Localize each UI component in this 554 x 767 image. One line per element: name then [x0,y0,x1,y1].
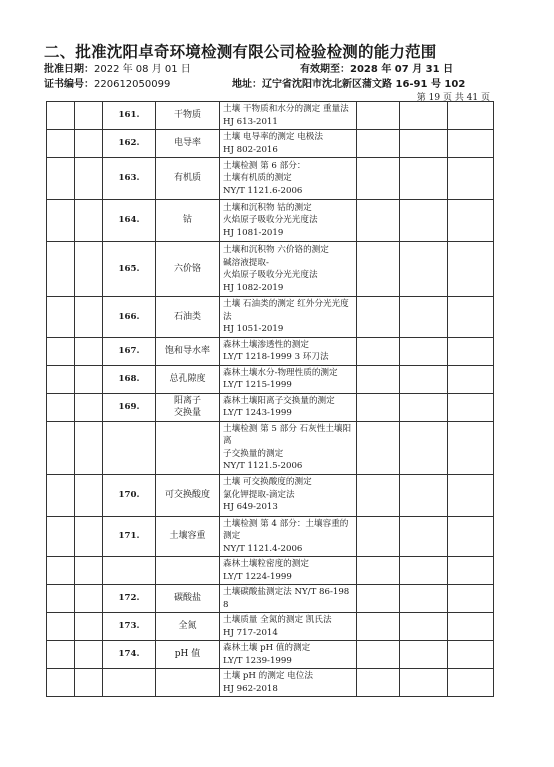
method-line: 火焰原子吸收分光光度法 [223,215,318,226]
item-number: 174. [103,641,156,669]
empty-cell [357,393,400,421]
empty-cell [448,613,494,641]
parameter-name: 电导率 [156,130,220,158]
cert-label: 证书编号： [44,79,94,90]
empty-cell [400,516,448,557]
empty-cell [47,130,75,158]
empty-cell [448,158,494,200]
item-number: 170. [103,474,156,516]
address-value: 辽宁省沈阳市沈北新区蒲文路 16-91 号 102 [262,79,466,90]
parameter-name: 干物质 [156,102,220,130]
method-line: HJ 802-2016 [223,144,278,155]
method-standard [220,557,357,585]
method-line: 土壤检测 第 6 部分： [223,160,306,171]
page-title: 二、批准沈阳卓奇环境检测有限公司检验检测的能力范围 [44,43,437,61]
empty-cell [75,158,103,200]
table-row [47,297,494,338]
empty-cell [75,297,103,338]
empty-cell [47,337,75,365]
address-label: 地址： [232,79,262,90]
method-line: 森林土壤 pH 值的测定 [223,643,311,653]
parameter-name: 土壤容重 [156,516,220,557]
method-line: HJ 613-2011 [223,116,278,127]
table-row [47,516,494,557]
method-line: 子交换量的测定 [223,448,284,459]
parameter-name-line: 交换量 [173,408,201,418]
method-line: 土壤质量 全氮的测定 凯氏法 [223,615,332,625]
parameter-name: 可交换酸度 [156,474,220,516]
empty-cell [400,585,448,613]
method-standard [220,365,357,393]
table-row [47,130,494,158]
method-line: 碱溶液提取- [223,257,269,268]
empty-cell [75,102,103,130]
empty-cell [400,102,448,130]
approval-date-value: 2022 年 08 月 01 日 [94,64,191,75]
method-line: HJ 962-2018 [223,683,278,694]
item-number: 168. [103,365,156,393]
method-standard [220,200,357,242]
empty-cell [357,158,400,200]
method-standard [220,130,357,158]
empty-cell [47,474,75,516]
table-row [47,200,494,242]
cert-value: 220612050099 [94,79,171,90]
empty-cell [448,474,494,516]
parameter-name: pH 值 [156,641,220,669]
method-line: HJ 717-2014 [223,627,278,638]
empty-cell [47,641,75,669]
empty-cell [448,641,494,669]
page-number: 第 19 页 共 41 页 [416,93,490,103]
empty-cell [357,102,400,130]
method-standard [220,102,357,130]
empty-cell [357,365,400,393]
method-standard [220,585,357,613]
empty-cell [75,557,103,585]
empty-cell [75,393,103,421]
parameter-name [156,421,220,474]
method-line: LY/T 1243-1999 [223,408,292,418]
empty-cell [75,365,103,393]
empty-cell [448,669,494,697]
item-number: 161. [103,102,156,130]
item-number: 167. [103,337,156,365]
empty-cell [75,669,103,697]
method-line: 土壤和沉积物 六价铬的测定 [223,245,329,255]
method-line: NY/T 1121.6-2006 [223,185,303,196]
empty-cell [448,557,494,585]
item-number: 164. [103,200,156,242]
table-row [47,641,494,669]
method-standard [220,613,357,641]
item-number: 172. [103,585,156,613]
empty-cell [400,130,448,158]
empty-cell [75,613,103,641]
method-line: 森林土壤粒密度的测定 [223,559,309,569]
empty-cell [47,365,75,393]
method-standard [220,393,357,421]
capability-table [46,101,494,697]
table-row [47,557,494,585]
empty-cell [75,421,103,474]
parameter-name: 碳酸盐 [156,585,220,613]
method-line: HJ 1081-2019 [223,227,284,238]
empty-cell [357,613,400,641]
method-standard [220,641,357,669]
table-row [47,585,494,613]
empty-cell [75,242,103,297]
method-line: 森林土壤水分-物理性质的测定 [223,367,338,378]
item-number: 162. [103,130,156,158]
empty-cell [75,585,103,613]
method-standard [220,669,357,697]
empty-cell [47,200,75,242]
empty-cell [75,130,103,158]
method-line: NY/T 1121.5-2006 [223,461,303,471]
method-line: 土壤和沉积物 钴的测定 [223,202,312,213]
method-line: LY/T 1215-1999 [223,380,292,390]
empty-cell [448,297,494,338]
parameter-name: 全氮 [156,613,220,641]
empty-cell [400,557,448,585]
empty-cell [47,393,75,421]
method-line: 土壤有机质的测定 [223,173,292,184]
empty-cell [400,421,448,474]
method-line: HJ 649-2013 [223,502,278,513]
empty-cell [400,158,448,200]
empty-cell [448,365,494,393]
empty-cell [448,421,494,474]
certificate-number [44,75,170,90]
parameter-name: 六价铬 [156,242,220,297]
empty-cell [448,585,494,613]
empty-cell [400,641,448,669]
method-line: 土壤碳酸盐测定法 NY/T 86-1988 [223,587,350,610]
empty-cell [357,297,400,338]
parameter-name: 有机质 [156,158,220,200]
method-line: HJ 1051-2019 [223,324,284,334]
empty-cell [448,337,494,365]
table-row [47,421,494,474]
method-line: HJ 1082-2019 [223,282,284,293]
table-row [47,474,494,516]
empty-cell [75,200,103,242]
table-row [47,613,494,641]
empty-cell [357,557,400,585]
parameter-name [156,669,220,697]
method-standard [220,337,357,365]
method-line: 森林土壤渗透性的测定 [223,339,309,350]
item-number [103,421,156,474]
empty-cell [357,337,400,365]
empty-cell [400,297,448,338]
empty-cell [400,474,448,516]
empty-cell [47,102,75,130]
table-row [47,669,494,697]
method-line: 土壤 电导率的测定 电极法 [223,132,323,142]
address [232,75,465,90]
method-standard [220,242,357,297]
item-number [103,557,156,585]
method-line: LY/T 1218-1999 3 环刀法 [223,352,329,362]
table-row [47,365,494,393]
item-number: 173. [103,613,156,641]
table-row [47,337,494,365]
item-number [103,669,156,697]
approval-date-label: 批准日期： [44,64,94,75]
method-standard [220,297,357,338]
method-line: 土壤 可交换酸度的测定 [223,477,312,488]
empty-cell [47,158,75,200]
empty-cell [47,242,75,297]
method-line: 火焰原子吸收分光光度法 [223,270,318,280]
method-line: 土壤 pH 的测定 电位法 [223,671,313,681]
empty-cell [357,641,400,669]
method-line: LY/T 1224-1999 [223,571,292,582]
method-standard [220,516,357,557]
parameter-name [156,557,220,585]
table-row [47,102,494,130]
empty-cell [400,365,448,393]
table-row [47,242,494,297]
empty-cell [357,130,400,158]
empty-cell [448,200,494,242]
empty-cell [400,613,448,641]
item-number: 166. [103,297,156,338]
empty-cell [357,669,400,697]
empty-cell [448,130,494,158]
parameter-name [156,393,220,421]
empty-cell [357,585,400,613]
table-row [47,158,494,200]
parameter-name-line: 阳离子 [173,395,201,406]
method-standard [220,421,357,474]
method-standard [220,474,357,516]
item-number: 169. [103,393,156,421]
approval-date [44,60,191,75]
empty-cell [400,669,448,697]
valid-until-label: 有效期至： [300,64,350,75]
empty-cell [75,474,103,516]
empty-cell [448,393,494,421]
method-line: 土壤检测 第 5 部分 石灰性土壤阳离 [223,423,352,446]
empty-cell [400,200,448,242]
empty-cell [47,613,75,641]
empty-cell [400,242,448,297]
parameter-name: 石油类 [156,297,220,338]
empty-cell [75,516,103,557]
empty-cell [47,557,75,585]
empty-cell [47,585,75,613]
empty-cell [357,421,400,474]
method-line: 土壤 石油类的测定 红外分光光度法 [223,299,349,322]
empty-cell [47,669,75,697]
method-line: 土壤检测 第 4 部分：土壤容重的测定 [223,518,349,541]
empty-cell [357,474,400,516]
empty-cell [400,393,448,421]
method-line: LY/T 1239-1999 [223,655,292,666]
parameter-name: 钴 [156,200,220,242]
empty-cell [47,421,75,474]
parameter-name: 饱和导水率 [156,337,220,365]
empty-cell [448,102,494,130]
empty-cell [448,516,494,557]
table-row [47,393,494,421]
empty-cell [400,337,448,365]
empty-cell [357,200,400,242]
valid-until-value: 2028 年 07 月 31 日 [350,64,454,75]
valid-until [300,60,453,75]
empty-cell [75,337,103,365]
empty-cell [357,242,400,297]
item-number: 163. [103,158,156,200]
empty-cell [357,516,400,557]
method-standard [220,158,357,200]
parameter-name: 总孔隙度 [156,365,220,393]
empty-cell [47,297,75,338]
method-line: 氯化钾提取-滴定法 [223,489,295,500]
empty-cell [448,242,494,297]
empty-cell [75,641,103,669]
item-number: 165. [103,242,156,297]
empty-cell [47,516,75,557]
method-line: NY/T 1121.4-2006 [223,543,303,554]
method-line: 土壤 干物质和水分的测定 重量法 [223,104,349,114]
method-line: 森林土壤阳离子交换量的测定 [223,395,335,406]
item-number: 171. [103,516,156,557]
